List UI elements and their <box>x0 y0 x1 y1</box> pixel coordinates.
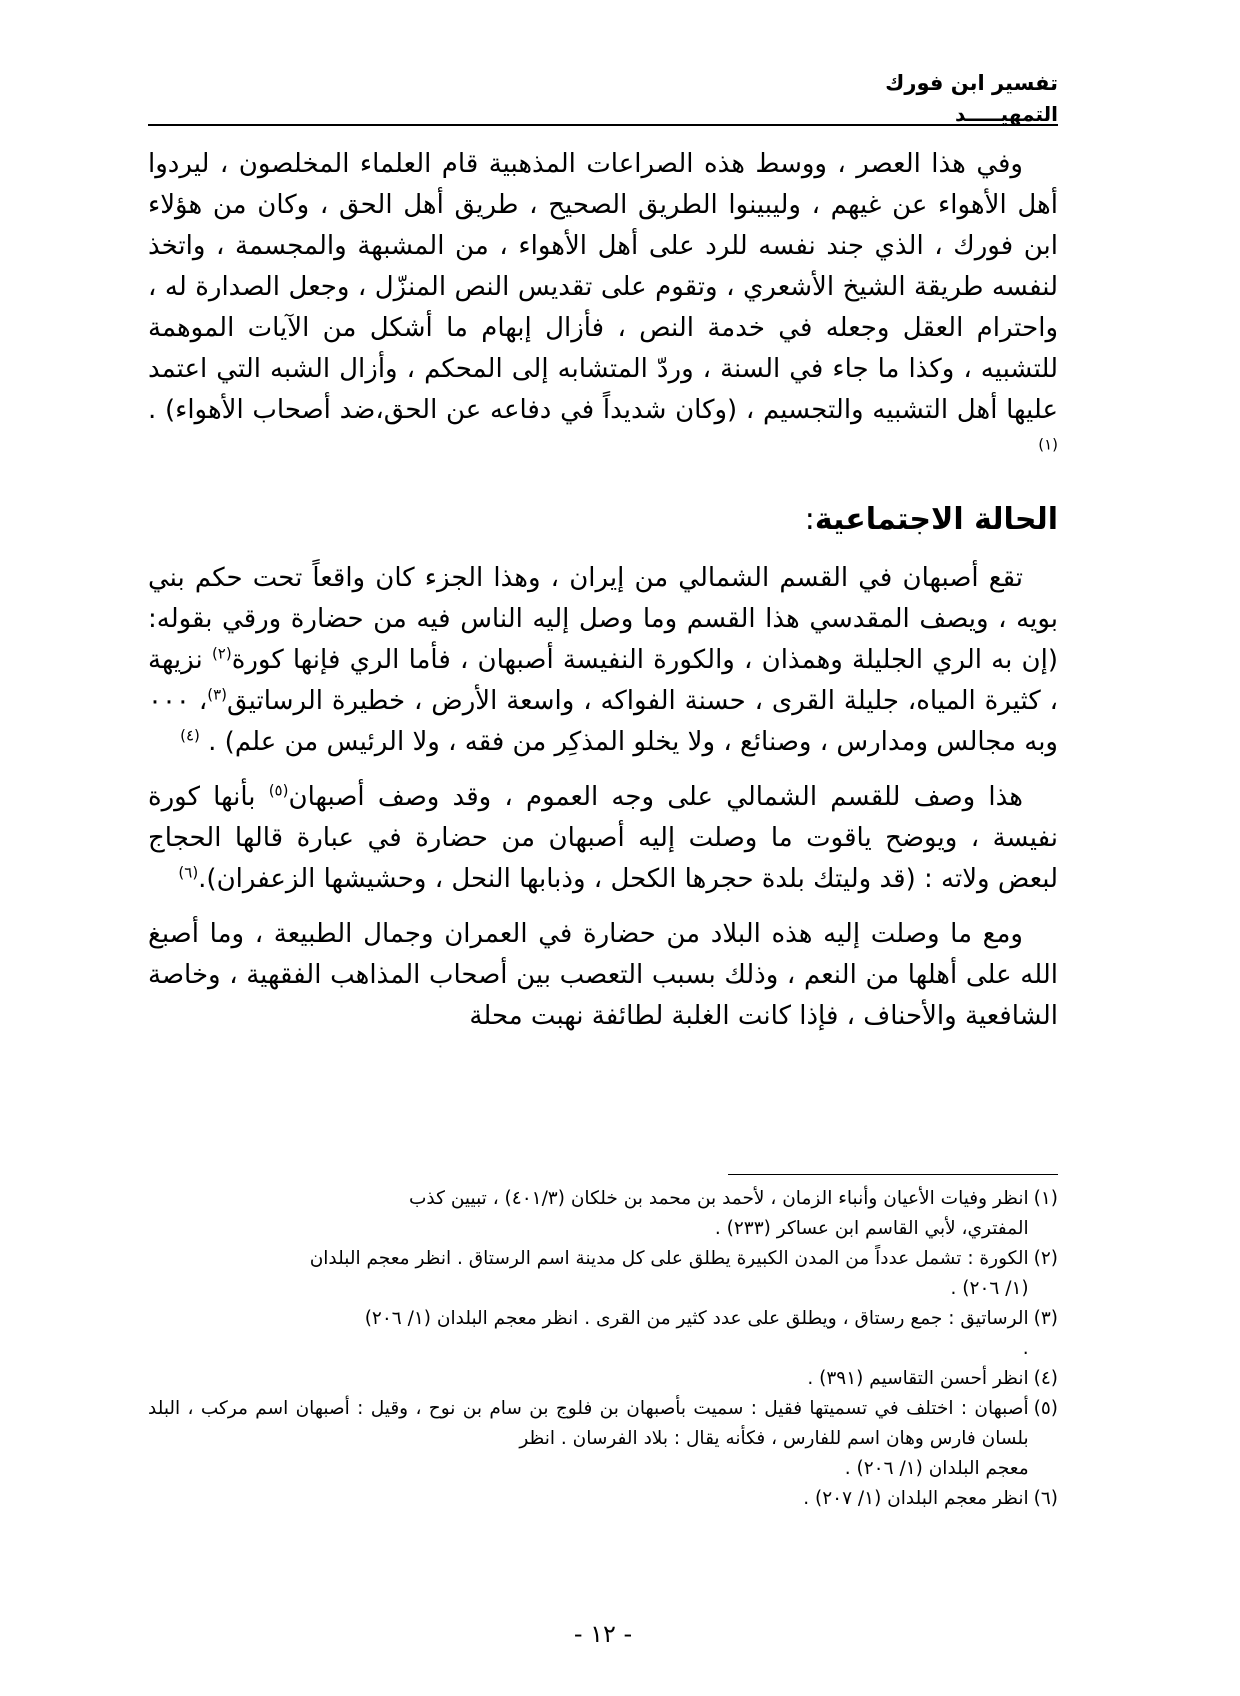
section-title: التمهيـــــد <box>954 102 1058 126</box>
footnote-ref[interactable]: (٥) <box>268 781 289 800</box>
social-paragraph: تقع أصبهان في القسم الشمالي من إيران ، وهذا الجزء كان واقعاً تحت حكم بني بويه ، ويصف المقدسي هذا القسم وما وصل إليه الناس فيه من حضارة ورقي بقوله: (إن به الري الجليلة وهمذان ، والكورة النفيسة أصبهان ، فأما الري فإنها كورة$^{(٢)}$ نزيهة ، كثيرة المياه، جليلة القرى ، حسنة الفواكه ، واسعة الأرض ، خطيرة الرساتيق$^{(٣)}$، ٠٠٠ وبه مجالس ومدارس ، وصنائع ، ولا يخلو المذكِر من فقه ، ولا الرئيس من علم) . $^{(٤)}$ <box>148 563 1059 757</box>
description-paragraph: هذا وصف للقسم الشمالي على وجه العموم ، وقد وصف أصبهان$^{(٥)}$ بأنها كورة نفيسة ، ويوضح ياقوت ما وصلت إليه أصبهان من حضارة في عبارة قالها الحجاج لبعض ولاته : (قد وليتك بلدة حجرها الكحل ، وذبابها النحل ، وحشيشها الزعفران).$^{(٦)}$ <box>148 781 1058 894</box>
footnote-ref[interactable]: (٢) <box>211 644 232 663</box>
header-rule <box>148 124 1058 126</box>
footnote-6: (٦) انظر معجم البلدان (١/ ٢٠٧) . <box>803 1488 1058 1509</box>
section-heading: الحالة الاجتماعية: <box>804 502 1058 537</box>
intro-paragraph: وفي هذا العصر ، ووسط هذه الصراعات المذهبية قام العلماء المخلصون ، ليردوا أهل الأهواء عن غيهم ، وليبينوا الطريق الصحيح ، طريق أهل الحق ، وكان من هؤلاء ابن فورك ، الذي جند نفسه للرد على أهل الأهواء ، من المشبهة والمجسمة ، واتخذ لنفسه طريقة الشيخ الأشعري ، وتقوم على تقديس النص المنزّل ، وجعل الصدارة له ، واحترام العقل وجعله في خدمة النص ، فأزال إبهام ما أشكل من الآيات الموهمة للتشبيه ، وكذا ما جاء في السنة ، وردّ المتشابه إلى المحكم ، وأزال الشبه التي اعتمد عليها أهل التشبيه والتجسيم ، (وكان شديداً في دفاعه عن الحق،ضد أصحاب الأهواء) . $^{(١)}$ <box>148 149 1058 454</box>
footnote-separator <box>728 1174 1058 1175</box>
document-page <box>148 60 1058 1680</box>
page-number: - ١٢ - <box>573 1620 633 1648</box>
footnote-ref[interactable]: (٣) <box>207 685 227 704</box>
footnote-ref[interactable]: (٦) <box>178 863 199 882</box>
running-header <box>885 70 1058 126</box>
main-text <box>148 144 1058 1049</box>
footnote-1: (١) انظر وفيات الأعيان وأنباء الزمان ، لأحمد بن محمد بن خلكان (٤٠١/٣) ، تبيين كذب المفتري، لأبي القاسم ابن عساكر (٢٣٣) . <box>409 1188 1058 1239</box>
footnote-ref[interactable]: (١) <box>1038 435 1058 454</box>
footnote-ref[interactable]: (٤) <box>180 726 200 745</box>
conflict-paragraph: ومع ما وصلت إليه هذه البلاد من حضارة في العمران وجمال الطبيعة ، وما أصبغ الله على أهلها من النعم ، وذلك بسبب التعصب بين أصحاب المذاهب الفقهية ، وخاصة الشافعية والأحناف ، فإذا كانت الغلبة لطائفة نهبت محلة <box>148 919 1058 1031</box>
footnote-4: (٤) انظر أحسن التقاسيم (٣٩١) . <box>807 1368 1058 1389</box>
footnote-2: (٢) الكورة : تشمل عدداً من المدن الكبيرة يطلق على كل مدينة اسم الرستاق . انظر معجم البلدان (١/ ٢٠٦) . <box>309 1248 1058 1299</box>
footnotes <box>148 1184 1058 1514</box>
footnote-5: (٥) أصبهان : اختلف في تسميتها فقيل : سميت بأصبهان بن فلوج بن سام بن نوح ، وقيل : أصبهان اسم مركب ، البلد بلسان فارس وهان اسم للفارس ، فكأنه يقال : بلاد الفرسان . انظر معجم البلدان (١/ ٢٠٦) . <box>148 1398 1058 1479</box>
footnote-3: (٣) الرساتيق : جمع رستاق ، ويطلق على عدد كثير من القرى . انظر معجم البلدان (١/ ٢٠٦) . <box>364 1308 1058 1359</box>
book-title: تفسير ابن فورك <box>885 71 1058 95</box>
